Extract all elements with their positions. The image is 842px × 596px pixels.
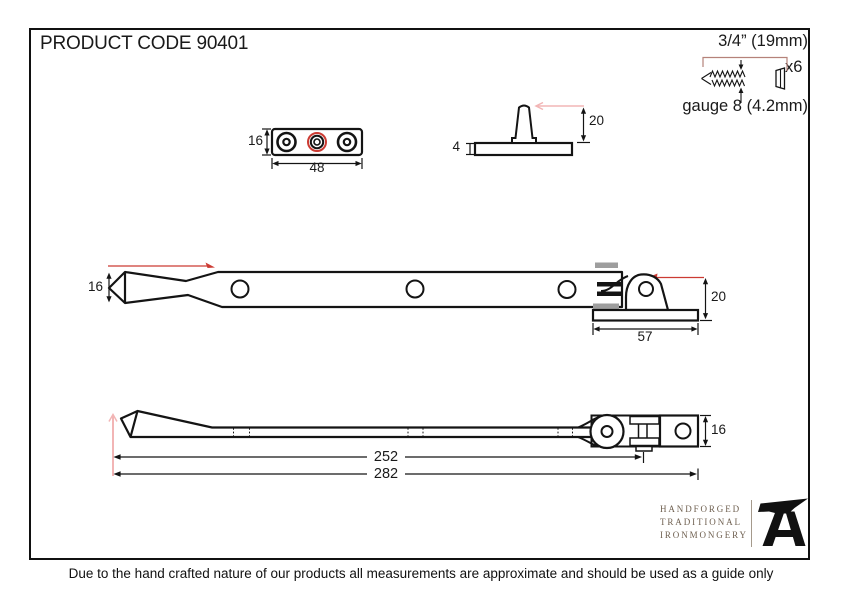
screw-quantity-label: x6 (785, 58, 803, 76)
stay-side-view-drawing (95, 400, 740, 490)
stay-tip-height-label: 16 (87, 279, 103, 294)
logo-line-2: TRADITIONAL (660, 517, 742, 527)
stay-end-height-label: 16 (711, 422, 727, 437)
logo-divider (751, 500, 752, 547)
pin-plate-drawing (450, 95, 620, 163)
brand-logo-text (660, 503, 748, 542)
disclaimer-text: Due to the hand crafted nature of our products all measurements are approximate and should be used as a guide only (68, 566, 774, 581)
screw-length-label: 3/4” (19mm) (718, 32, 808, 50)
logo-line-1: HANDFORGED (660, 504, 742, 514)
bracket-length-label: 57 (637, 329, 653, 344)
product-code-title: PRODUCT CODE 90401 (40, 33, 249, 54)
keep-plate-width-label: 48 (309, 160, 325, 175)
pin-height-label: 20 (589, 113, 605, 128)
pin-plate-thickness-label: 4 (452, 139, 460, 154)
screw-gauge-label: gauge 8 (4.2mm) (682, 97, 808, 115)
pivot-length-label: 252 (367, 450, 405, 466)
overall-length-label: 282 (367, 467, 405, 483)
keep-plate-height-label: 16 (247, 133, 263, 148)
logo-line-3: IRONMONGERY (660, 530, 748, 540)
screw-icon (695, 50, 810, 115)
bracket-height-label: 20 (711, 289, 727, 304)
anvil-logo-icon (757, 496, 809, 548)
